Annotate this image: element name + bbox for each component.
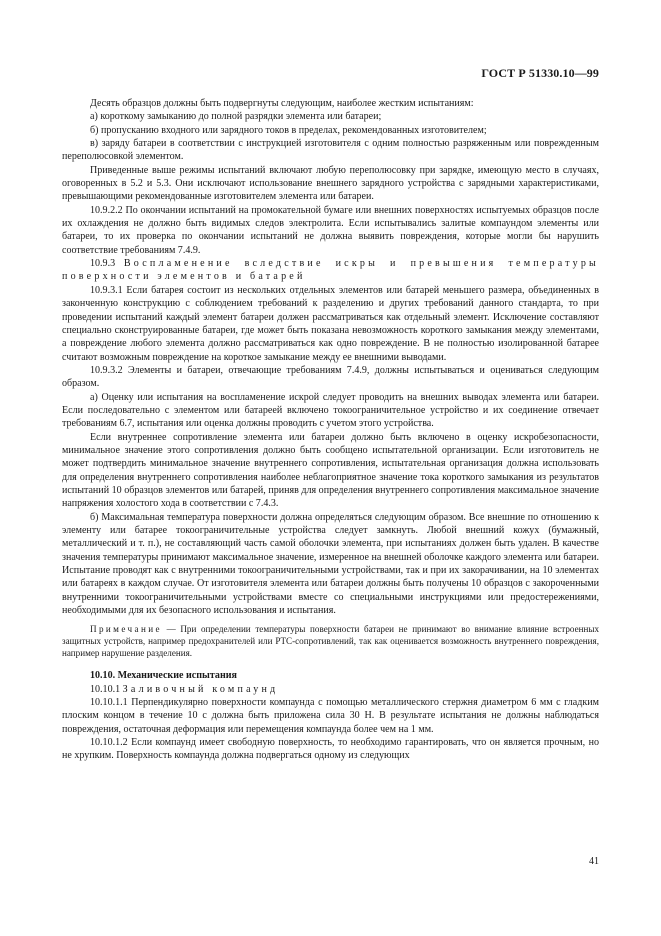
list-item: б) пропусканию входного или зарядного токов в пределах, рекомендованных изготовителем;: [90, 124, 487, 136]
subsection-number: 10.9.3: [90, 258, 116, 270]
note-label: Примечание: [90, 624, 162, 635]
paragraph: 10.10.1.2 Если компаунд имеет свободную поверхность, то необходимо гарантировать, что он является прочным, но не хрупким. Поверхность компаунда должна подвергаться одному из следующих: [62, 737, 599, 762]
note-text: — При определении температуры поверхности батареи не принимают во внимание влияние встроенных защитных устройств, например предохранителей или PTC-сопротивлений, так как оценивается возможность внутреннего повреждения, например нарушение разделения.: [62, 624, 599, 659]
page-body: [62, 97, 599, 763]
paragraph: а) Оценку или испытания на воспламенение искрой следует проводить на внешних выводах элемента или батареи. Если последовательно с элементом или батареей включено токоограничительное устройство и их соединение отвечает требованиям 6.7, испытания или оценка должны проводить с учетом этого устройства.: [62, 391, 599, 430]
section-title: 10.10. Механические испытания: [90, 670, 237, 682]
subsection-heading: [62, 683, 599, 696]
list-item: в) заряду батареи в соответствии с инструкцией изготовителя с одним полностью разряженным или поврежденным переполюсовкой элементом.: [62, 138, 599, 163]
list-item: а) короткому замыканию до полной разрядки элемента или батареи;: [90, 111, 382, 123]
note: [62, 623, 599, 659]
subsection-heading: [62, 257, 599, 284]
subsection-title: Заливочный компаунд: [122, 683, 279, 695]
paragraph: Десять образцов должны быть подвергнуты следующим, наиболее жестким испытаниям:: [90, 98, 474, 109]
paragraph: 10.9.3.1 Если батарея состоит из нескольких отдельных элементов или батарей меньшего размера, объединенных в законченную конструкцию с соблюдением требований к разделению и других требований данного стандарта, то при проведении испытаний каждый элемент батареи должен рассматриваться как отдельный элемент. Исключение составляют специально сконструированные батареи, где может быть показана невозможность короткого замыкания между элементами, а повреждение любого элемента должно рассматриваться как одно повреждение. В не полностью изолированной батарее считают возможным повреждение на короткое замыкание между ее внешними выводами.: [62, 284, 599, 363]
page-number: 41: [589, 856, 599, 867]
paragraph: б) Максимальная температура поверхности должна определяться следующим образом. Все внешние по отношению к элементу или батарее токоограничительные устройства следует замкнуть. Любой внешний кожух (бумажный, металлический и т. п.), не составляющий часть самой оболочки элемента, при испытаниях должен быть удален. В качестве значения температуры принимают максимальное значение, измеренное на внешней оболочке каждого элемента или батареи. Испытание проводят как с внутренними токоограничительными устройствами, так и при их закорачивании, на 10 элементах или батареях в каждом случае. От изготовителя элемента или батареи должны быть получены 10 образцов с закороченными внутренними токоограничительными устройствами вместе со специальными инструкциями или предостережениями, необходимыми для их безопасного использования и испытания.: [62, 511, 599, 617]
paragraph: 10.9.2.2 По окончании испытаний на промокательной бумаге или внешних поверхностях испытуемых образцов после их охлаждения не должно быть видимых следов электролита. Если испытывались залитые компаундом элементы или батареи, то их проверка по окончании испытаний не должна выявить повреждения, которые могли бы нарушить соответствие требованиям 7.4.9.: [62, 204, 599, 256]
subsection-title: Воспламенение вследствие искры и превышения температуры поверхности элементов и батарей: [62, 258, 599, 283]
paragraph: Если внутреннее сопротивление элемента или батареи должно быть включено в оценку искробезопасности, минимальное значение этого сопротивления должно быть сообщено испытательной организации. Если изготовитель не может подтвердить минимальное значение внутреннего сопротивления, испытательная организация должна использовать для определения внутреннего сопротивления наиболее неблагоприятное значение тока короткого замыкания из результатов испытаний 10 образцов элементов или батарей, приняв для определения внутреннего сопротивления максимальное значение напряжения холостого хода в соответствии с 7.4.3.: [62, 431, 599, 510]
paragraph: Приведенные выше режимы испытаний включают любую переполюсовку при зарядке, имеющую место в случаях, оговоренных в 5.2 и 5.3. Они исключают использование внешнего зарядного устройства с зарядными характеристиками, превышающими рекомендованные изготовителем элемента или батареи.: [62, 164, 599, 203]
subsection-number: 10.10.1: [90, 683, 121, 695]
document-header: ГОСТ Р 51330.10—99: [481, 66, 599, 80]
paragraph: 10.9.3.2 Элементы и батареи, отвечающие требованиям 7.4.9, должны испытываться и оцениваться следующим образом.: [62, 364, 599, 390]
paragraph: 10.10.1.1 Перпендикулярно поверхности компаунда с помощью металлического стержня диаметром 6 мм с гладким плоским концом в течение 10 с должна быть приложена сила 30 Н. В результате испытания не должны наблюдаться повреждения, остаточная деформация или перемещения компаунда более чем на 1 мм.: [62, 697, 599, 735]
